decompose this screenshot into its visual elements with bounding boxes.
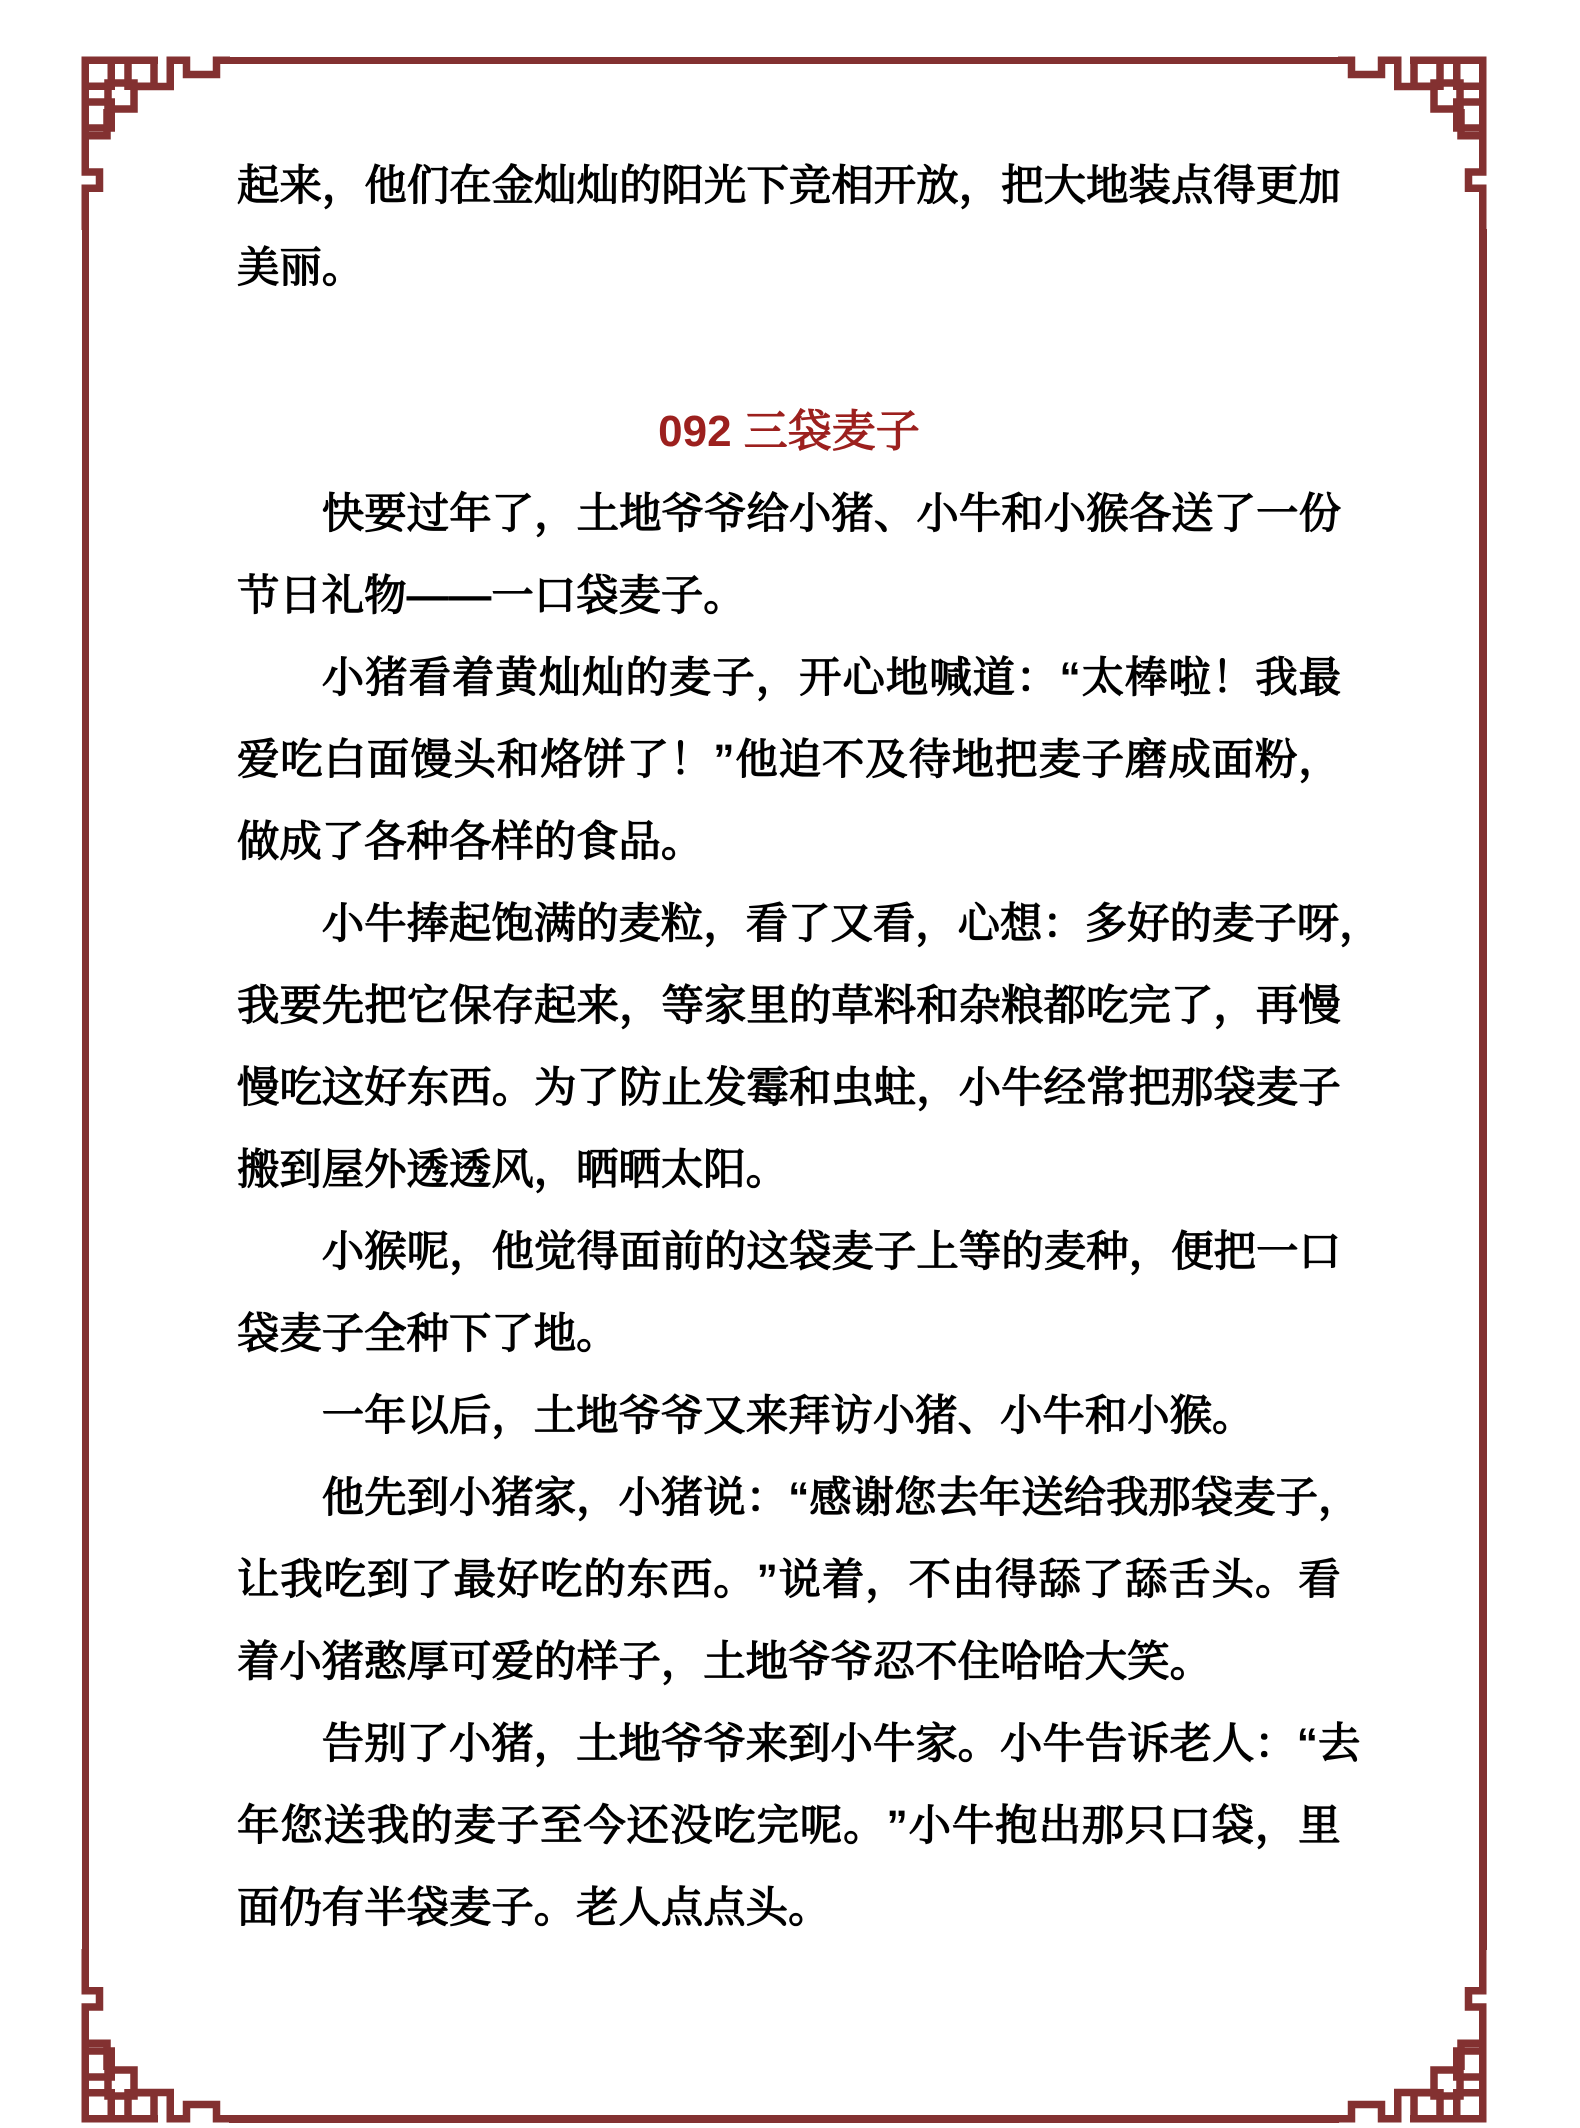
- text-line: 一年以后，土地爷爷又来拜访小猪、小牛和小猴。: [321, 1392, 1255, 1439]
- text-line: 告 别 了 小 猪 ， 土 地 爷 爷 来 到 小 牛 家 。 小 牛 告 诉 老 人 ： “ 去: [321, 1720, 1361, 1767]
- blank-line: [237, 309, 1341, 391]
- text-line: 慢 吃 这 好 东 西 。 为 了 防 止 发 霉 和 虫 蛀 ， 小 牛 经 常 把 那 袋 麦 子: [237, 1064, 1341, 1111]
- text-line: 着小猪憨厚可爱的样子，土地爷爷忍不住哈哈大笑。: [237, 1638, 1212, 1685]
- fret-corner-bottom-left-icon: [0, 1949, 230, 2128]
- frame-bottom-line: [229, 2115, 1339, 2123]
- text-line: 我 要 先 把 它 保 存 起 来 ， 等 家 里 的 草 料 和 杂 粮 都 吃 完 了 ， 再 慢: [237, 982, 1341, 1029]
- text-line: 搬到屋外透透风，晒晒太阳。: [237, 1146, 789, 1193]
- section-title: 092 三袋麦子: [658, 407, 920, 456]
- text-line: 小 猴 呢 ， 他 觉 得 面 前 的 这 袋 麦 子 上 等 的 麦 种 ， 便 把 一 口: [321, 1228, 1341, 1275]
- text-line: 节日礼物——一口袋麦子。: [237, 572, 746, 619]
- text-line: 做成了各种各样的食品。: [237, 818, 704, 865]
- fret-corner-bottom-right-icon: [1338, 1949, 1568, 2128]
- text-line: 美丽。: [237, 244, 365, 291]
- text-line: 他 先 到 小 猪 家 ， 小 猪 说 ： “ 感 谢 您 去 年 送 给 我 那 袋 麦 子 ，: [321, 1474, 1361, 1521]
- text-line: 快 要 过 年 了 ， 土 地 爷 爷 给 小 猪 、 小 牛 和 小 猴 各 送 了 一 份: [321, 490, 1341, 537]
- text-line: 小 猪 看 着 黄 灿 灿 的 麦 子 ， 开 心 地 喊 道 ： “ 太 棒 啦 ！ 我 最: [321, 654, 1341, 701]
- text-line: 让 我 吃 到 了 最 好 吃 的 东 西 。 ” 说 着 ， 不 由 得 舔 了 舔 舌 头 。 看: [237, 1556, 1341, 1603]
- text-line: 年 您 送 我 的 麦 子 至 今 还 没 吃 完 呢 。 ” 小 牛 抱 出 那 只 口 袋 ， 里: [237, 1802, 1341, 1849]
- text-line: 起 来 ， 他 们 在 金 灿 灿 的 阳 光 下 竞 相 开 放 ， 把 大 地 装 点 得 更 加: [237, 162, 1341, 209]
- frame-top-line: [229, 57, 1339, 65]
- text-line: 爱 吃 白 面 馒 头 和 烙 饼 了 ！ ” 他 迫 不 及 待 地 把 麦 子 磨 成 面 粉 ，: [237, 736, 1341, 783]
- text-line: 面仍有半袋麦子。老人点点头。: [237, 1884, 831, 1931]
- frame-left-line: [82, 229, 90, 1950]
- fret-corner-top-left-icon: [0, 0, 230, 230]
- text-flow: [237, 145, 1382, 1949]
- text-line: 小 牛 捧 起 饱 满 的 麦 粒 ， 看 了 又 看 ， 心 想 ： 多 好 的 麦 子 呀 ，: [321, 900, 1382, 947]
- text-line: 袋麦子全种下了地。: [237, 1310, 619, 1357]
- fret-corner-top-right-icon: [1338, 0, 1568, 230]
- frame-right-line: [1479, 229, 1487, 1950]
